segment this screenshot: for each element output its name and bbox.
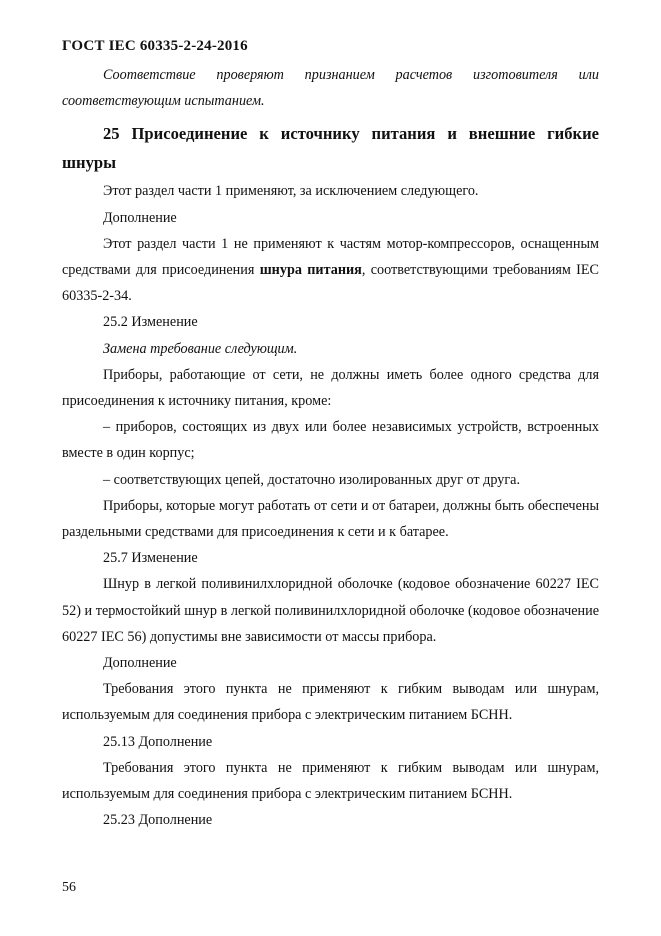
clause-25-13-heading: 25.13 Дополнение [103, 733, 213, 750]
compliance-paragraph: Соответствие проверяют признанием расчетов изготовителя или соответствующим испытанием. [62, 67, 599, 110]
bsnn-paragraph-2: Требования этого пункта не применяют к гибким выводам или шнурам, используемым для соединения прибора с электрическим питанием БСНН. [62, 759, 599, 803]
bsnn-paragraph-1: Требования этого пункта не применяют к гибким выводам или шнурам, используемым для соединения прибора с электрическим питанием БСНН. [62, 681, 599, 724]
addition-label-2: Дополнение [103, 655, 177, 672]
clause-25-2-heading: 25.2 Изменение [103, 314, 198, 331]
cord-paragraph: Шнур в легкой поливинилхлоридной оболочке (кодовое обозначение 60227 IEC 52) и термостойкий шнур в легкой поливинилхлоридной оболочке (кодовое обозначение 60227 IEC 56) допустимы вне зависимости от массы прибора. [62, 576, 599, 645]
standard-header: ГОСТ IEC 60335-2-24-2016 [62, 38, 248, 54]
clause-25-7-heading: 25.7 Изменение [103, 550, 198, 567]
compressor-paragraph [62, 231, 599, 310]
power-cord-term: шнура питания [259, 262, 362, 279]
compressor-text-start: Этот раздел части 1 не применяют к частям мотор-компрессоров, оснащенным средствами для присоединения [62, 235, 599, 279]
battery-paragraph: Приборы, которые могут работать от сети и от батареи, должны быть обеспечены раздельными средствами для присоединения к сети и к батарее. [62, 497, 599, 541]
page-content [62, 62, 599, 833]
section-applies-paragraph: Этот раздел части 1 применяют, за исключением следующего. [103, 183, 479, 200]
mains-paragraph: Приборы, работающие от сети, не должны иметь более одного средства для присоединения к источнику питания, кроме: [62, 366, 599, 410]
compressor-text-end: , соответствующими требованиям IEC 60335-2-34. [62, 262, 600, 305]
clause-25-23-heading: 25.23 Дополнение [103, 812, 213, 829]
dash-item-2: – соответствующих цепей, достаточно изолированных друг от друга. [103, 471, 520, 488]
dash-item-1: – приборов, состоящих из двух или более независимых устройств, встроенных вместе в один корпус; [62, 419, 599, 462]
section-title: 25 Присоединение к источнику питания и внешние гибкие шнуры [62, 124, 599, 173]
page-number: 56 [62, 880, 76, 895]
replacement-note: Замена требование следующим. [103, 340, 298, 357]
addition-label: Дополнение [103, 209, 177, 226]
